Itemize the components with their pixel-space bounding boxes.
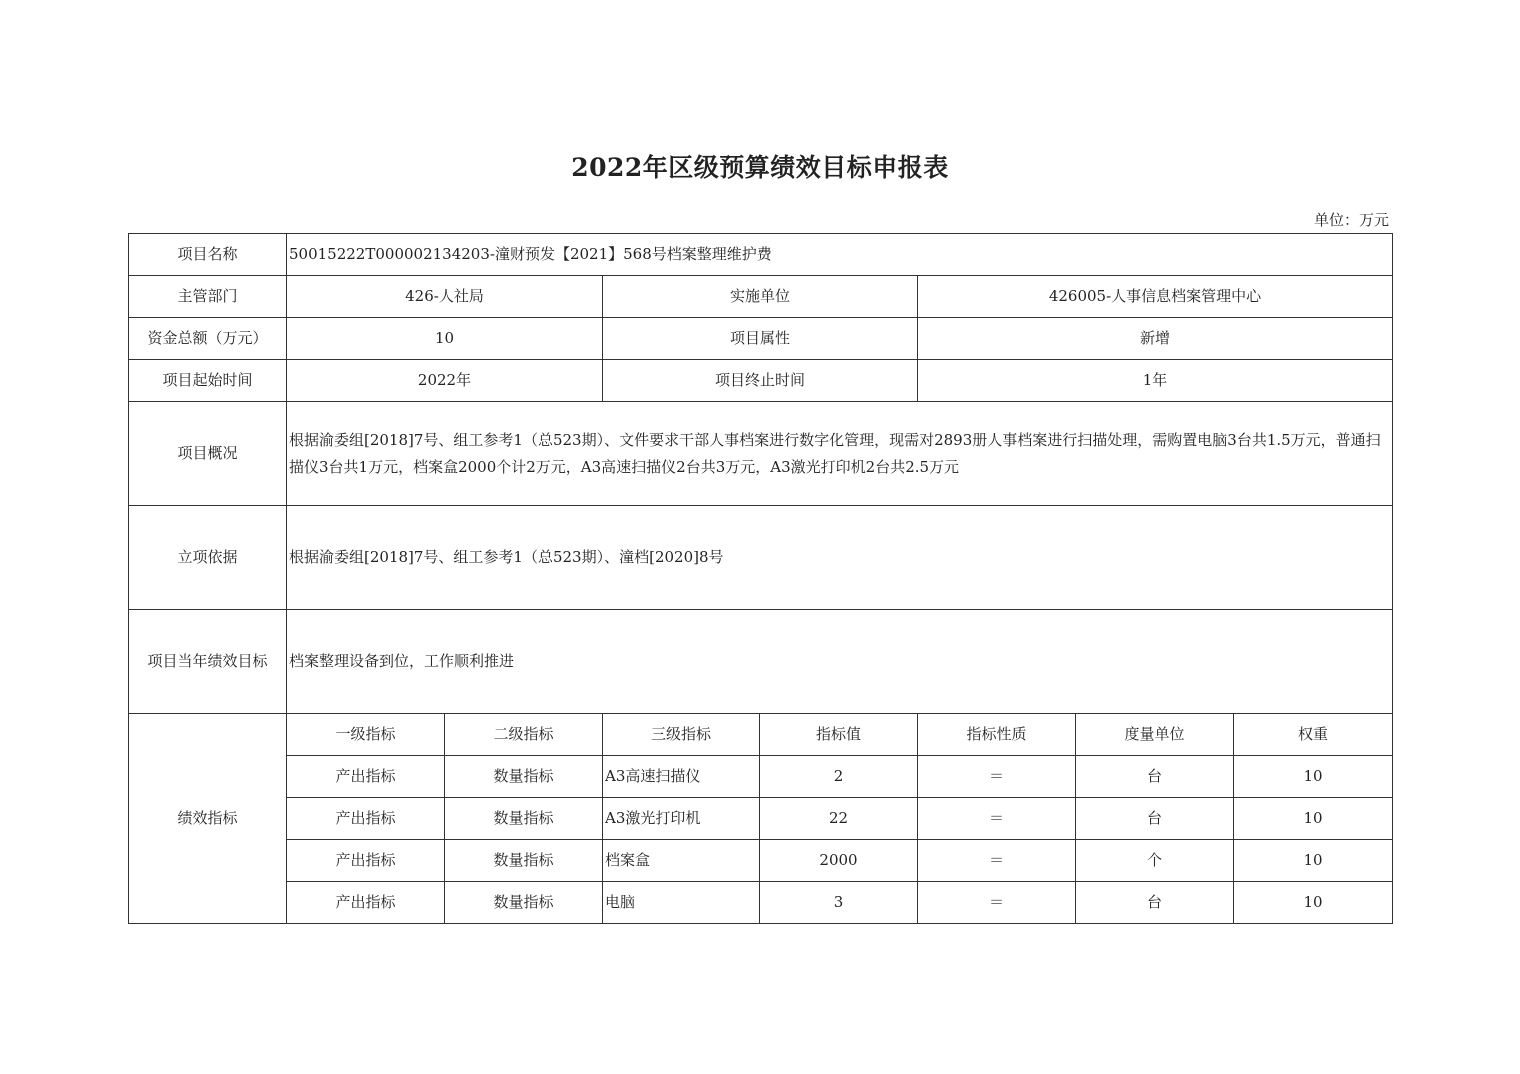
table-row (129, 798, 1393, 840)
indicator-unit: 台 (1076, 798, 1234, 840)
impl-unit-value: 426005-人事信息档案管理中心 (918, 276, 1393, 318)
goal-value: 档案整理设备到位，工作顺利推进 (287, 610, 1393, 714)
indicator-level2: 数量指标 (445, 798, 603, 840)
header-unit: 度量单位 (1076, 714, 1234, 756)
row-goal (129, 610, 1393, 714)
indicator-level2: 数量指标 (445, 756, 603, 798)
table-row (129, 882, 1393, 924)
indicator-level2: 数量指标 (445, 882, 603, 924)
project-name-label: 项目名称 (129, 234, 287, 276)
indicator-weight: 10 (1234, 882, 1393, 924)
indicator-value: 2 (760, 756, 918, 798)
indicator-weight: 10 (1234, 798, 1393, 840)
indicator-weight: 10 (1234, 756, 1393, 798)
basis-value: 根据渝委组[2018]7号、组工参考1（总523期）、潼档[2020]8号 (287, 506, 1393, 610)
indicator-nature: ＝ (918, 756, 1076, 798)
indicator-level1: 产出指标 (287, 840, 445, 882)
row-overview (129, 402, 1393, 506)
indicators-label: 绩效指标 (129, 714, 287, 924)
row-department (129, 276, 1393, 318)
end-time-label: 项目终止时间 (603, 360, 918, 402)
indicator-level3: 档案盒 (603, 840, 760, 882)
header-level1: 一级指标 (287, 714, 445, 756)
start-time-label: 项目起始时间 (129, 360, 287, 402)
project-name-value: 50015222T000002134203-潼财预发【2021】568号档案整理维护费 (287, 234, 1393, 276)
indicator-level1: 产出指标 (287, 756, 445, 798)
indicator-nature: ＝ (918, 798, 1076, 840)
indicator-value: 22 (760, 798, 918, 840)
indicator-level2: 数量指标 (445, 840, 603, 882)
start-time-value: 2022年 (287, 360, 603, 402)
budget-form-table (128, 233, 1393, 924)
end-time-value: 1年 (918, 360, 1393, 402)
indicator-value: 3 (760, 882, 918, 924)
department-value: 426-人社局 (287, 276, 603, 318)
indicator-level3: 电脑 (603, 882, 760, 924)
indicator-level1: 产出指标 (287, 882, 445, 924)
funding-value: 10 (287, 318, 603, 360)
row-funding (129, 318, 1393, 360)
goal-label: 项目当年绩效目标 (129, 610, 287, 714)
indicator-level3: A3高速扫描仪 (603, 756, 760, 798)
impl-unit-label: 实施单位 (603, 276, 918, 318)
project-attr-label: 项目属性 (603, 318, 918, 360)
indicator-header-row (129, 714, 1393, 756)
indicator-value: 2000 (760, 840, 918, 882)
table-row (129, 840, 1393, 882)
indicator-unit: 台 (1076, 882, 1234, 924)
header-weight: 权重 (1234, 714, 1393, 756)
table-row (129, 756, 1393, 798)
overview-value: 根据渝委组[2018]7号、组工参考1（总523期）、文件要求干部人事档案进行数字化管理，现需对2893册人事档案进行扫描处理，需购置电脑3台共1.5万元，普通扫描仪3台共1万元，档案盒2000个计2万元，A3高速扫描仪2台共3万元，A3激光打印机2台共2.5万元 (287, 402, 1393, 506)
header-level2: 二级指标 (445, 714, 603, 756)
header-level3: 三级指标 (603, 714, 760, 756)
header-target-value: 指标值 (760, 714, 918, 756)
basis-label: 立项依据 (129, 506, 287, 610)
row-project-name (129, 234, 1393, 276)
indicator-level1: 产出指标 (287, 798, 445, 840)
indicator-unit: 个 (1076, 840, 1234, 882)
row-basis (129, 506, 1393, 610)
funding-label: 资金总额（万元） (129, 318, 287, 360)
header-nature: 指标性质 (918, 714, 1076, 756)
row-timing (129, 360, 1393, 402)
page-title: 2022年区级预算绩效目标申报表 (571, 153, 949, 182)
indicator-unit: 台 (1076, 756, 1234, 798)
overview-label: 项目概况 (129, 402, 287, 506)
indicator-weight: 10 (1234, 840, 1393, 882)
unit-note: 单位：万元 (1313, 211, 1389, 229)
department-label: 主管部门 (129, 276, 287, 318)
indicator-level3: A3激光打印机 (603, 798, 760, 840)
indicator-nature: ＝ (918, 840, 1076, 882)
indicator-nature: ＝ (918, 882, 1076, 924)
project-attr-value: 新增 (918, 318, 1393, 360)
